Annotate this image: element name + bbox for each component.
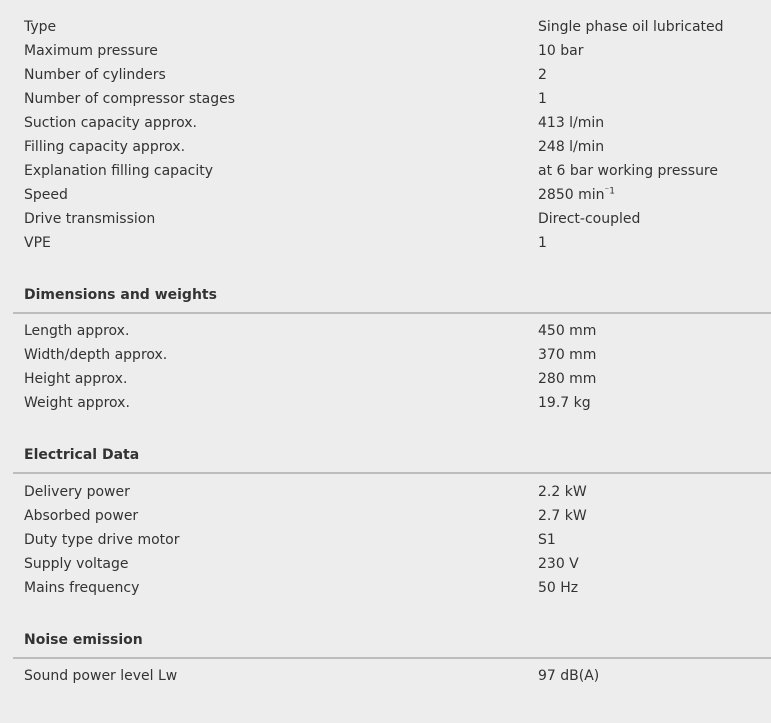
spec-label: Length approx. — [24, 323, 130, 339]
spec-value: 19.7 kg — [538, 395, 591, 411]
spec-value: 450 mm — [538, 323, 597, 339]
section-divider — [13, 312, 771, 314]
spec-label: Height approx. — [24, 371, 128, 387]
spec-value: 2.2 kW — [538, 484, 587, 500]
spec-value: S1 — [538, 532, 556, 548]
spec-label: Supply voltage — [24, 556, 129, 572]
spec-row-duty-type — [24, 528, 744, 552]
spec-row-delivery-power — [24, 480, 744, 504]
spec-label: Absorbed power — [24, 508, 139, 524]
section-heading-electrical: Electrical Data — [24, 447, 140, 463]
spec-value: 10 bar — [538, 43, 584, 59]
spec-row-absorbed-power — [24, 504, 744, 528]
spec-label: Duty type drive motor — [24, 532, 180, 548]
spec-label: Number of compressor stages — [24, 91, 235, 107]
spec-value: 1 — [538, 235, 547, 251]
spec-row-width-depth — [24, 343, 744, 367]
section-heading-noise: Noise emission — [24, 632, 143, 648]
spec-label: Speed — [24, 187, 68, 203]
spec-label: Drive transmission — [24, 211, 156, 227]
spec-row-suction-capacity — [24, 111, 744, 135]
spec-row-compressor-stages — [24, 87, 744, 111]
spec-row-speed — [24, 183, 744, 207]
spec-value: 97 dB(A) — [538, 668, 600, 684]
spec-row-height — [24, 367, 744, 391]
spec-label: Explanation filling capacity — [24, 163, 214, 179]
spec-label: Weight approx. — [24, 395, 130, 411]
spec-row-vpe — [24, 231, 744, 255]
spec-label: Number of cylinders — [24, 67, 166, 83]
spec-label: VPE — [24, 235, 51, 251]
spec-value: 230 V — [538, 556, 579, 572]
spec-label: Sound power level Lw — [24, 668, 178, 684]
section-divider — [13, 657, 771, 659]
spec-row-mains-frequency — [24, 576, 744, 600]
spec-value: 413 l/min — [538, 115, 605, 131]
spec-label: Delivery power — [24, 484, 130, 500]
spec-label: Width/depth approx. — [24, 347, 168, 363]
spec-row-drive-transmission — [24, 207, 744, 231]
spec-value: 2.7 kW — [538, 508, 587, 524]
spec-label: Maximum pressure — [24, 43, 158, 59]
section-heading-dimensions: Dimensions and weights — [24, 287, 217, 303]
spec-label: Type — [24, 19, 57, 35]
spec-row-weight — [24, 391, 744, 415]
spec-value: 370 mm — [538, 347, 597, 363]
spec-row-supply-voltage — [24, 552, 744, 576]
speed-unit-superscript: ⁻1 — [604, 186, 615, 197]
spec-value: Single phase oil lubricated — [538, 19, 724, 35]
speed-value-text: 2850 min — [538, 187, 605, 203]
spec-value: 1 — [538, 91, 547, 107]
spec-row-explanation-filling-capacity — [24, 159, 744, 183]
spec-value: 280 mm — [538, 371, 597, 387]
spec-label: Suction capacity approx. — [24, 115, 197, 131]
spec-value — [538, 183, 615, 207]
spec-value: Direct-coupled — [538, 211, 641, 227]
spec-value: 50 Hz — [538, 580, 579, 596]
spec-row-type — [24, 15, 744, 39]
spec-row-sound-power-level — [24, 664, 744, 688]
spec-label: Mains frequency — [24, 580, 140, 596]
spec-value: 2 — [538, 67, 547, 83]
section-divider — [13, 472, 771, 474]
spec-row-length — [24, 319, 744, 343]
spec-row-maximum-pressure — [24, 39, 744, 63]
spec-row-filling-capacity — [24, 135, 744, 159]
spec-row-number-of-cylinders — [24, 63, 744, 87]
spec-label: Filling capacity approx. — [24, 139, 186, 155]
spec-value: at 6 bar working pressure — [538, 163, 718, 179]
spec-value: 248 l/min — [538, 139, 605, 155]
